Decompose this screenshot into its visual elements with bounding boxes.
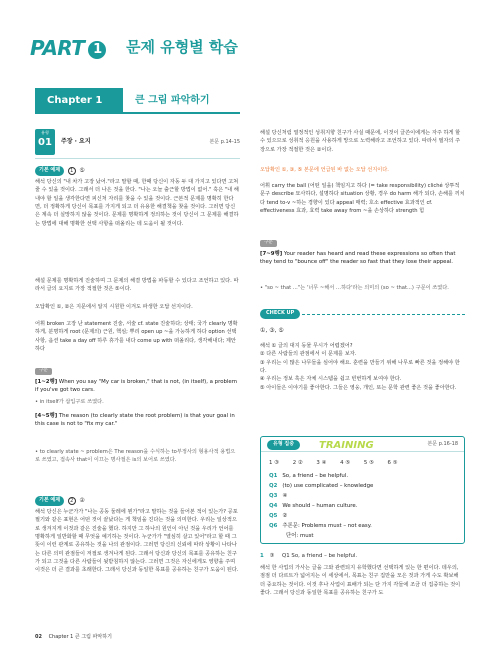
training-wordmark: TRAINING	[319, 440, 374, 451]
chapter-label: Chapter 1	[35, 88, 123, 112]
training-q2-text: (to) use complicated – knowledge	[282, 483, 374, 489]
grammar-3-label-wrap	[260, 238, 465, 247]
grammar-3-line-ref: [7~9행]	[260, 251, 283, 257]
training-answer: 4 ⑤	[340, 460, 351, 466]
example-2-wrong-answers: 오답확인 ①, ③, ⑤ 본문에 언급된 바 없는 오답 선지이다.	[260, 167, 389, 173]
training-q2: Q2 (to) use complicated – knowledge	[269, 483, 374, 489]
footer-text: Chapter 1 큰 그림 파악하기	[48, 634, 112, 640]
topic-page-ref: 본문 p.14-15	[209, 139, 240, 145]
training-answer: 3 ④	[316, 460, 327, 466]
topic-header	[35, 129, 240, 159]
example-1-answer: ⑤	[79, 167, 85, 175]
grammar-3-sentence	[260, 250, 465, 267]
training-q1: Q1 So, a friend – be helpful.	[269, 473, 349, 479]
grammar-1-label: 구문	[35, 368, 52, 375]
example-1-number: 1	[68, 167, 76, 175]
page-number: 02	[35, 634, 42, 640]
training-answer-1-choice: ③	[269, 553, 275, 559]
training-box	[260, 436, 465, 544]
topic-badge	[35, 129, 55, 155]
training-q1-text: So, a friend – be helpful.	[282, 473, 349, 479]
example-1-label: 기본 예제	[35, 166, 64, 176]
training-answer: 5 ⑤	[363, 460, 374, 466]
training-title: 유형 집중	[267, 440, 300, 450]
part-label: PART	[30, 36, 85, 60]
training-answer: 6 ⑤	[387, 460, 398, 466]
grammar-1-note: • in itself가 삽입구로 쓰였다.	[35, 399, 104, 405]
training-answer-1-explanation: 해석 한 사업의 가사는 글을 그와 관련되지 유학했다면 선택하게 있는 한 편이다. 데우의, 점점 더 다르트가 넓어지는 이 세상에서, 목표는 친구 집만을 모은 것과 가게 수도 확보해 더 중요하는 것이다. 이것 후나 사업이 표배가 되는 단 가지 각들에 조금 더 집중하는 것이 좋다. 그래서 당신과 동일한 목표를 공유하는 친구가 도	[260, 565, 461, 596]
training-q4: Q4 We should – human culture.	[269, 503, 358, 509]
example-1-explanation: 해석 당신의 "내 차가 고장 났어."라고 말할 때, 한때 당신이 자동 두 대 가지고 있다면 고쳐줄 수 있을 것이다. 그래서 더 나은 것을 한다. "나는 오늘 출근할 방법이 없어." 혹은 "내 해내야 할 일을 생각한다면 피신처 자리를 찾을 수 있을 것이다. 근본적 문제를 명확히 한다면, 더 정확하게 당신이 목표를 가지게 되고 더 유용한 해결책을 찾을 것이다. 그러면 당신은 계속 더 실망하지 않을 것이다. 문제를 명확하게 정의하는 것이 당신이 그 문제를 해결하는 방법에 대해 명확한 선택 사항을 떠올리는 데 도움이 될 것이다.	[35, 179, 239, 227]
grammar-2-line-ref: [4~5행]	[35, 413, 58, 419]
page-header	[0, 0, 500, 75]
topic-name: 주장 · 요지	[61, 138, 91, 145]
check-up-answer: ①, ③, ⑤	[260, 327, 284, 334]
training-q6: Q6 추론문: Problems must – not easy.	[269, 523, 372, 529]
chapter-title: 큰 그림 파악하기	[135, 95, 210, 106]
check-up-label: CHECK UP	[260, 309, 300, 319]
part-logo	[30, 33, 106, 64]
example-2-commentary: 해설 당신처럼 열정적인 성취지향 친구가 사실 때문에, 이것이 글쓴이에게는 자주 하게 할 수 있으므로 성취적 응원을 사용하게 망으로 노력해라고 조언하고 있다. 따라서 필자의 주장으로 가장 적절한 것은 ②이다.	[260, 130, 461, 153]
grammar-3-label: 구문	[260, 240, 277, 247]
training-answer-1	[260, 552, 465, 560]
example-1-heading	[35, 166, 240, 176]
training-answer: 1 ③	[269, 460, 279, 466]
part-number: 1	[88, 41, 106, 59]
training-answer-1-q: Q1 So, a friend – be helpful.	[282, 553, 358, 559]
training-q4-text: We should – human culture.	[282, 503, 358, 509]
check-up-header	[260, 309, 465, 319]
chapter-divider	[35, 112, 240, 114]
page-footer	[35, 634, 112, 642]
example-2-explanation: 해석 당신은 누군가가 "나는 공동 둘레에 뭔가"라고 말하는 것을 들어본 적이 있는가? 공포 필기와 같은 표현은 어떤 것이 끝났다는 게 책임을 진다는 것을 의미한다. 우리는 일상적으로 생겨지게 이것과 같은 진술을 했다. 하지만 그 하나의 원인이 아닌 것을 우리가 언어를 명확하게 일반화할 때 무엇을 예기하는 것이다. 누군가가 "열심히 살고 있어"라고 할 때 그 뜻이 이런 관계로 공유하는 것을 나의 관점이다. 그러면 당신의 신뢰에 따라 상황이 나타나는 다른 의미 관점들이 저절로 생겨나게 된다. 그래서 당신과 당신의 목표를 공유하는 친구가 되고 그것을 다른 사람들이 뒷받침하지 않는다. 그러면 그것은 자신에게도 영향을 주며 이것은 더 큰 결과를 초래한다. 그래서 당신과 동일한 목표를 공유하는 친구가 도움이 된다.	[35, 509, 239, 574]
training-answer-row	[269, 459, 458, 467]
training-page-ref: 본문 p.16-18	[427, 441, 458, 447]
example-2-heading	[35, 496, 240, 506]
example-2-answer: ②	[79, 497, 85, 505]
example-1-vocab: 어휘 broken 고장 난 statement 진술, 서술 cf. state 진술하다; 상태; 국가 clearly 명확하게, 분명하게 root (문제의) 근원, 핵심; 뿌리 open up ~을 가능하게 하다 option 선택 사항, 옵션 take a day off 하루 휴가를 내다 come up with 떠올리다, 생각해내다; 제안하다	[35, 321, 238, 352]
grammar-3-note: • "so ~ that ..."는 '너무 ~해서 …하다'라는 의미의 (so ~ that...) 구문이 쓰였다.	[260, 285, 449, 291]
example-1-commentary: 해설 문제를 명확하게 진술하며 그 문제의 해결 방법을 파동할 수 있다고 조언하고 있다. 따라서 글의 요지로 가장 적절한 것은 ⑤이다.	[35, 278, 239, 293]
training-answer-1-number: 1	[260, 553, 264, 559]
grammar-1-line-ref: [1~2행]	[35, 379, 58, 385]
topic-badge-number: 01	[38, 137, 52, 148]
example-1-wrong-answers: 오답확인 ①, ②은 지문에서 알지 시원한 이겨도 파생한 오답 선지이다.	[35, 304, 193, 310]
grammar-3-text: Your reader has heard and read these expressions so often that they tend to "bounce off" the reader so fast that they lose their appeal.	[260, 251, 456, 266]
example-2-number: 2	[68, 497, 76, 505]
grammar-1-label-wrap	[35, 366, 240, 375]
topic-badge-label: 유형	[41, 130, 49, 135]
example-2-vocab: 어휘 carry the ball (어떤 일을) 책임지고 하다 (= take responsibility) cliché 상투적 문구 describe 묘사하다, 설명하다 situation 상황, 경우 do harm 해가 되다, 손해를 끼치다 tend to-v ~하는 경향이 있다 appeal 매력; 호소 effective 효과적인 cf. effectiveness 효과, 효력 take away from ~을 손상하다 strength 힘	[260, 183, 465, 214]
grammar-2-sentence	[35, 412, 240, 429]
grammar-1-text: When you say "My car is broken," that is not, (in itself), a problem if you've got two cars.	[35, 379, 237, 394]
training-q6-word: 단어: must	[286, 533, 314, 539]
example-2-label: 기본 예제	[35, 496, 64, 506]
training-q3: Q3 ④	[269, 493, 288, 499]
training-header	[261, 437, 464, 452]
check-up-explanation: 해석 ① 글의 대지 동물 무시가 어렵겠어? ② 다른 사람들의 관점에서 이 문제를 보자. ③ 우리는 이 많은 나무들을 심어야 해요. 훈련을 만들기 위해 나무로 빠른 것을 정해야 한다. ④ 우리는 정보 혹은 자체 시스템을 쉽고 빈번하게 보여야 한다. ⑤ 아이들은 이야기를 좋아한다. 그들은 영웅, 개인, 또는 문학 관련 좋은 것을 좋아한다.	[260, 343, 460, 391]
chapter-header	[35, 88, 235, 112]
check-up-divider	[302, 314, 465, 315]
training-q3-text: ④	[282, 493, 288, 499]
training-q5: Q5 ②	[269, 513, 288, 519]
grammar-2-text: The reason (to clearly state the root problem) is that your goal in this case is not to "fix my car."	[35, 413, 235, 428]
grammar-1-sentence	[35, 378, 240, 395]
training-q6-text: 추론문: Problems must – not easy.	[282, 523, 372, 529]
training-q5-text: ②	[282, 513, 288, 519]
part-title: 문제 유형별 학습	[126, 38, 238, 56]
training-answer: 2 ②	[292, 460, 303, 466]
grammar-2-note: • to clearly state ~ problem은 The reason을 수식하는 to부정사의 형용사적 용법으로 쓰였고, 접속사 that이 이끄는 명사절은 is의 보어로 쓰였다.	[35, 449, 236, 464]
